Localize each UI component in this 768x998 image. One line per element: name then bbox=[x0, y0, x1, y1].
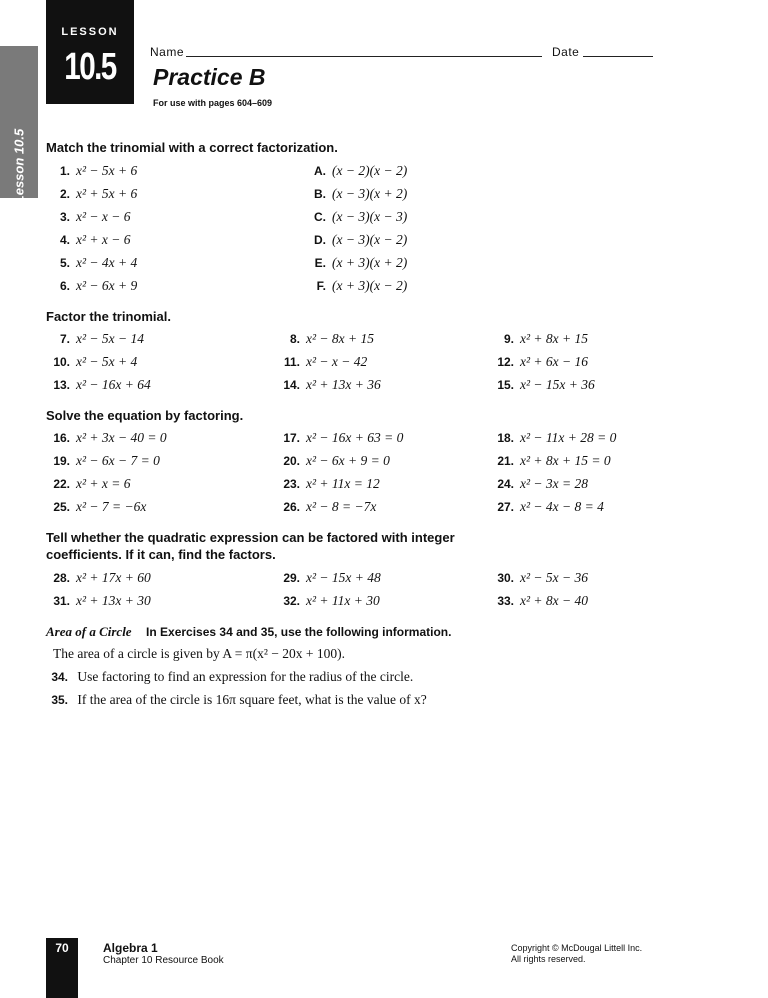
name-label: Name bbox=[150, 45, 185, 59]
exercise-expression: x² − 16x + 63 = 0 bbox=[306, 430, 404, 445]
exercise-expression: (x + 3)(x + 2) bbox=[332, 255, 408, 270]
footer-chapter: Chapter 10 Resource Book bbox=[103, 955, 224, 966]
exercise-expression: x² + 11x = 12 bbox=[306, 476, 380, 491]
exercise-number: 7. bbox=[59, 332, 70, 346]
exercise-item bbox=[302, 278, 407, 294]
exercise-number: 16. bbox=[53, 431, 70, 445]
exercise-expression: x² + 8x + 15 = 0 bbox=[520, 453, 611, 468]
exercise-item bbox=[302, 232, 407, 248]
date-label: Date bbox=[552, 45, 580, 59]
footer-rights: All rights reserved. bbox=[511, 954, 586, 964]
exercise-number: F. bbox=[316, 279, 326, 293]
exercise-expression: x² + 6x − 16 bbox=[520, 354, 589, 369]
exercise-item bbox=[490, 331, 588, 347]
exercise-expression: x² + x = 6 bbox=[76, 476, 131, 491]
exercise-item bbox=[276, 430, 403, 446]
exercise-number: 3. bbox=[59, 210, 70, 224]
exercise-number: 1. bbox=[59, 164, 70, 178]
exercise-expression: x² + 8x − 40 bbox=[520, 593, 589, 608]
name-field[interactable] bbox=[186, 56, 542, 57]
exercise-number: 22. bbox=[53, 477, 70, 491]
exercise-number: B. bbox=[314, 187, 326, 201]
exercise-expression: (x + 3)(x − 2) bbox=[332, 278, 408, 293]
exercise-item bbox=[46, 476, 131, 492]
exercise-expression: x² − 6x + 9 = 0 bbox=[306, 453, 390, 468]
exercise-item bbox=[46, 209, 131, 225]
exercise-item bbox=[46, 593, 151, 609]
exercise-expression: x² + 13x + 36 bbox=[306, 377, 381, 392]
exercise-number: 28. bbox=[53, 571, 70, 585]
exercise-item bbox=[276, 476, 380, 492]
exercise-item bbox=[276, 593, 380, 609]
exercise-expression: x² − 3x = 28 bbox=[520, 476, 589, 491]
exercise-item bbox=[46, 278, 137, 294]
exercise-item bbox=[302, 255, 407, 271]
exercise-item bbox=[276, 570, 381, 586]
exercise-item bbox=[302, 209, 407, 225]
exercise-number: 33. bbox=[497, 594, 514, 608]
exercise-item bbox=[276, 453, 390, 469]
exercise-expression: x² + 8x + 15 bbox=[520, 331, 589, 346]
exercise-item bbox=[302, 163, 407, 179]
exercise-item bbox=[46, 453, 160, 469]
exercise-item bbox=[490, 377, 595, 393]
exercise-item bbox=[46, 232, 131, 248]
exercise-expression: x² − x − 42 bbox=[306, 354, 368, 369]
exercise-number: 4. bbox=[59, 233, 70, 247]
exercise-number: 15. bbox=[497, 378, 514, 392]
exercise-number: 2. bbox=[59, 187, 70, 201]
exercise-expression: x² − 5x + 4 bbox=[76, 354, 138, 369]
exercise-item bbox=[490, 499, 604, 515]
exercise-expression: x² − 4x − 8 = 4 bbox=[520, 499, 604, 514]
exercise-expression: x² + 17x + 60 bbox=[76, 570, 151, 585]
section4-heading-line2: coefficients. If it can, find the factors. bbox=[46, 547, 276, 562]
exercise-expression: x² − 5x + 6 bbox=[76, 163, 138, 178]
section3-heading: Solve the equation by factoring. bbox=[46, 408, 244, 423]
section5-topic: Area of a Circle bbox=[46, 624, 132, 639]
exercise-number: C. bbox=[314, 210, 326, 224]
exercise-item bbox=[46, 331, 144, 347]
exercise-expression: x² − 6x + 9 bbox=[76, 278, 138, 293]
exercise-expression: x² − 4x + 4 bbox=[76, 255, 138, 270]
exercise-expression: x² − 16x + 64 bbox=[76, 377, 151, 392]
page-subtitle: For use with pages 604–609 bbox=[153, 98, 273, 108]
exercise-item bbox=[490, 354, 588, 370]
exercise-item bbox=[46, 163, 137, 179]
side-tab bbox=[0, 46, 38, 204]
exercise-number: 32. bbox=[283, 594, 300, 608]
exercise-expression: x² − 6x − 7 = 0 bbox=[76, 453, 160, 468]
exercise-number: 12. bbox=[497, 355, 514, 369]
exercise-number: 10. bbox=[53, 355, 70, 369]
exercise-item bbox=[490, 476, 588, 492]
exercise-number: 21. bbox=[497, 454, 514, 468]
exercise-expression: (x − 3)(x + 2) bbox=[332, 186, 408, 201]
exercise-item bbox=[46, 354, 137, 370]
exercise-expression: x² − 11x + 28 = 0 bbox=[520, 430, 617, 445]
q34-number: 34. bbox=[51, 670, 68, 684]
exercise-expression: (x − 3)(x − 3) bbox=[332, 209, 408, 224]
exercise-number: A. bbox=[314, 164, 326, 178]
exercise-number: 13. bbox=[53, 378, 70, 392]
exercise-expression: (x − 2)(x − 2) bbox=[332, 163, 408, 178]
exercise-number: 20. bbox=[283, 454, 300, 468]
exercise-number: 31. bbox=[53, 594, 70, 608]
section5-instruction: In Exercises 34 and 35, use the following information. bbox=[146, 625, 452, 639]
exercise-expression: x² + x − 6 bbox=[76, 232, 131, 247]
exercise-number: 5. bbox=[59, 256, 70, 270]
exercise-item bbox=[276, 499, 376, 515]
section5-info: The area of a circle is given by A = π(x² − 20x + 100). bbox=[53, 646, 345, 661]
q34-text: Use factoring to find an expression for the radius of the circle. bbox=[77, 669, 414, 684]
exercise-number: 23. bbox=[283, 477, 300, 491]
exercise-number: 11. bbox=[283, 355, 300, 369]
lesson-badge bbox=[46, 0, 134, 104]
exercise-item bbox=[46, 377, 151, 393]
side-tab-label: Lesson 10.5 bbox=[11, 128, 27, 204]
exercise-item bbox=[46, 499, 146, 515]
footer-copyright: Copyright © McDougal Littell Inc. bbox=[511, 943, 643, 953]
exercise-number: 30. bbox=[497, 571, 514, 585]
exercise-item bbox=[46, 186, 137, 202]
exercise-item bbox=[490, 430, 616, 446]
exercise-item bbox=[302, 186, 407, 202]
exercise-item bbox=[46, 430, 167, 446]
exercise-number: E. bbox=[314, 256, 326, 270]
exercise-item bbox=[490, 593, 588, 609]
exercise-item bbox=[46, 570, 151, 586]
exercise-expression: x² − 15x + 48 bbox=[306, 570, 381, 585]
exercise-number: 9. bbox=[503, 332, 514, 346]
exercise-item bbox=[276, 377, 381, 393]
exercise-number: 24. bbox=[497, 477, 514, 491]
exercise-expression: x² − 5x − 14 bbox=[76, 331, 145, 346]
footer-book: Algebra 1 bbox=[103, 941, 158, 955]
exercise-expression: x² − x − 6 bbox=[76, 209, 131, 224]
exercise-number: 17. bbox=[283, 431, 300, 445]
page-number: 70 bbox=[46, 938, 78, 998]
exercise-item bbox=[490, 453, 611, 469]
exercise-number: 19. bbox=[53, 454, 70, 468]
section2-heading: Factor the trinomial. bbox=[46, 309, 171, 324]
exercise-item bbox=[276, 331, 374, 347]
exercise-expression: x² − 8x + 15 bbox=[306, 331, 375, 346]
exercise-number: 18. bbox=[497, 431, 514, 445]
exercise-number: 6. bbox=[59, 279, 70, 293]
date-field[interactable] bbox=[583, 56, 653, 57]
q35-text: If the area of the circle is 16π square feet, what is the value of x? bbox=[77, 692, 427, 707]
exercise-item bbox=[490, 570, 588, 586]
exercise-number: D. bbox=[314, 233, 326, 247]
exercise-expression: x² − 15x + 36 bbox=[520, 377, 595, 392]
exercise-number: 8. bbox=[289, 332, 300, 346]
exercise-expression: x² − 5x − 36 bbox=[520, 570, 589, 585]
exercise-number: 25. bbox=[53, 500, 70, 514]
exercise-number: 14. bbox=[283, 378, 300, 392]
exercise-expression: x² − 7 = −6x bbox=[76, 499, 147, 514]
exercise-expression: x² + 11x + 30 bbox=[306, 593, 380, 608]
exercise-number: 27. bbox=[497, 500, 514, 514]
q35-number: 35. bbox=[51, 693, 68, 707]
exercise-expression: x² + 5x + 6 bbox=[76, 186, 138, 201]
section1-heading: Match the trinomial with a correct factorization. bbox=[46, 140, 338, 155]
exercise-number: 29. bbox=[283, 571, 300, 585]
exercise-item bbox=[276, 354, 367, 370]
section5-heading bbox=[46, 623, 451, 641]
exercise-expression: x² + 13x + 30 bbox=[76, 593, 151, 608]
lesson-number: 10.5 bbox=[64, 46, 116, 88]
exercise-number: 26. bbox=[283, 500, 300, 514]
lesson-word: LESSON bbox=[61, 26, 119, 38]
exercise-expression: (x − 3)(x − 2) bbox=[332, 232, 408, 247]
section4-heading-line1: Tell whether the quadratic expression can be factored with integer bbox=[46, 530, 455, 545]
exercise-item bbox=[46, 255, 137, 271]
exercise-expression: x² − 8 = −7x bbox=[306, 499, 377, 514]
page-title: Practice B bbox=[153, 64, 266, 90]
exercise-expression: x² + 3x − 40 = 0 bbox=[76, 430, 167, 445]
